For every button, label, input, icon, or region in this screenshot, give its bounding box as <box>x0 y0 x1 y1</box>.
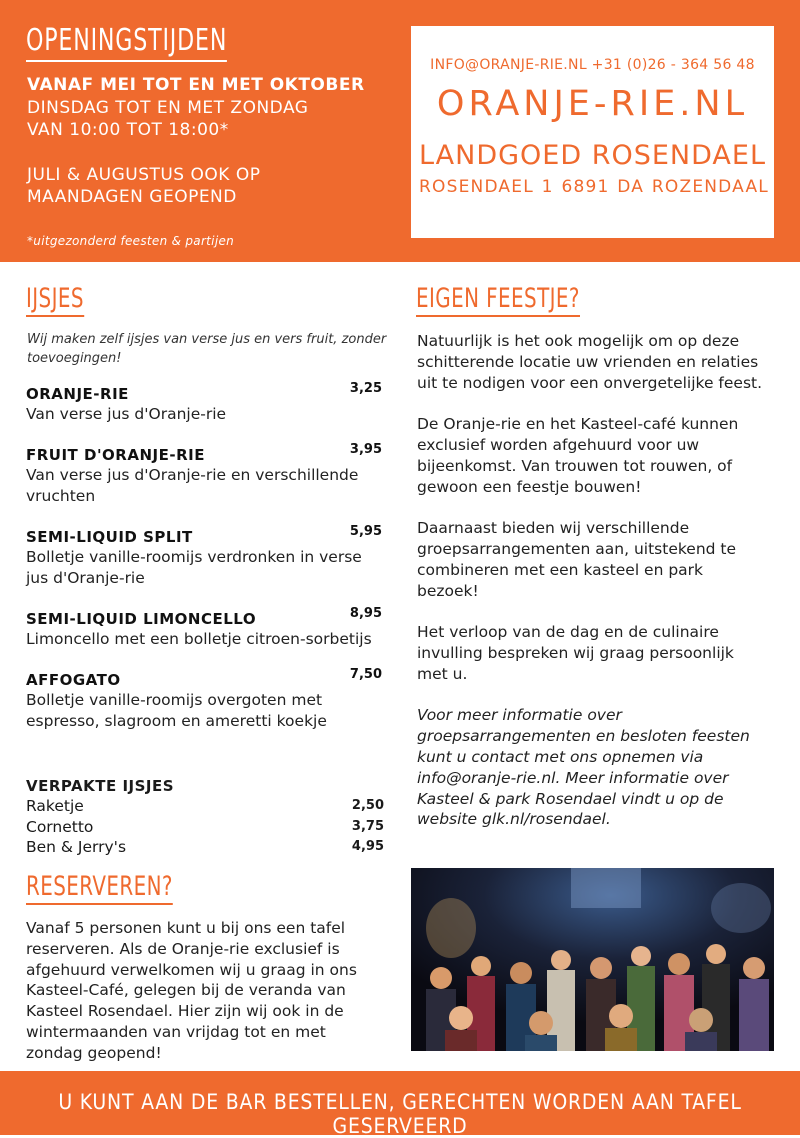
address <box>419 177 769 197</box>
summer-line-1: JULI & AUGUSTUS OOK OP <box>27 164 261 185</box>
opening-hours-title: OPENINGSTIJDEN <box>26 24 227 62</box>
packed-price: 4,95 <box>351 839 384 854</box>
footer-message: U KUNT AAN DE BAR BESTELLEN, GERECHTEN WORDEN AAN TAFEL GESERVEERD <box>58 1090 742 1138</box>
party-photo <box>411 868 774 1051</box>
item-name: FRUIT D'ORANJE-RIE <box>26 446 205 464</box>
item-price: 3,95 <box>349 442 382 457</box>
opening-hours-text <box>27 74 365 209</box>
item-description: Van verse jus d'Oranje-rie <box>26 405 227 423</box>
packed-price: 3,75 <box>351 818 384 834</box>
header-banner <box>0 0 800 262</box>
contact-line[interactable]: INFO@ORANJE-RIE.NL +31 (0)26 - 364 56 48 <box>430 57 755 73</box>
packed-price: 2,50 <box>351 798 384 813</box>
item-name: AFFOGATO <box>26 671 121 689</box>
feestje-paragraph-3: Daarnaast bieden wij verschillende groepsarrangementen aan, uitstekend te combineren met een kasteel en park bezoek! <box>417 519 737 600</box>
days-line: DINSDAG TOT EN MET ZONDAG <box>27 97 309 118</box>
ice-cream-list <box>26 381 386 752</box>
menu-item <box>26 524 386 589</box>
menu-item <box>26 606 386 650</box>
feestje-paragraph-1: Natuurlijk is het ook mogelijk om op deze schitterende locatie uw vrienden en relaties uit te nodigen voor een onvergetelijke feest. <box>417 332 763 392</box>
ijsjes-intro: Wij maken zelf ijsjes van verse jus en vers fruit, zonder toevoegingen! <box>27 332 387 366</box>
season-line: VANAF MEI TOT EN MET OKTOBER <box>27 75 365 95</box>
ijsjes-title: IJSJES <box>26 284 84 317</box>
item-price: 7,50 <box>349 667 382 682</box>
packed-row <box>26 817 384 838</box>
item-name: ORANJE-RIE <box>26 385 129 403</box>
item-description: Van verse jus d'Oranje-rie en verschillende vruchten <box>26 466 359 505</box>
menu-item <box>26 381 386 425</box>
reserveren-title: RESERVEREN? <box>26 872 173 905</box>
exception-note: *uitgezonderd feesten & partijen <box>27 234 235 248</box>
feestje-paragraph-2: De Oranje-rie en het Kasteel-café kunnen exclusief worden afgehuurd voor uw bijeenkomst. Van trouwen tot rouwen, of gewoon een feestje bouwen! <box>417 415 739 496</box>
website-name[interactable]: ORANJE-RIE.NL <box>436 84 749 124</box>
item-description: Bolletje vanille-roomijs verdronken in verse jus d'Oranje-rie <box>26 548 362 587</box>
packed-title: VERPAKTE IJSJES <box>26 777 175 795</box>
packed-label: Cornetto <box>26 817 94 836</box>
packed-ice-cream <box>26 776 384 858</box>
feestje-paragraph-5: Voor meer informatie over groepsarrangementen en besloten feesten kunt u contact met ons opnemen via info@oranje-rie.nl. Meer informatie over Kasteel & park Rosendael vindt u op de website glk.nl/rosendael. <box>417 706 750 829</box>
packed-row <box>26 837 384 858</box>
address-city: ROZENDAAL <box>651 177 769 197</box>
footer-banner <box>0 1071 800 1138</box>
menu-item <box>26 667 386 732</box>
feestje-title: EIGEN FEESTJE? <box>416 284 580 317</box>
feestje-text <box>417 331 767 851</box>
item-name: SEMI-LIQUID LIMONCELLO <box>26 610 257 628</box>
feestje-paragraph-4: Het verloop van de dag en de culinaire invulling bespreken wij graag persoonlijk met u. <box>417 623 734 683</box>
packed-label: Raketje <box>26 797 84 815</box>
item-description: Limoncello met een bolletje citroen-sorbetijs <box>26 630 372 648</box>
estate-name: LANDGOED ROSENDAEL <box>418 140 767 171</box>
item-name: SEMI-LIQUID SPLIT <box>26 528 193 546</box>
item-price: 3,25 <box>349 381 382 396</box>
address-street: ROSENDAEL <box>419 177 534 197</box>
reserveren-text: Vanaf 5 personen kunt u bij ons een tafel reserveren. Als de Oranje-rie exclusief is afgehuurd verwelkomen wij u graag in ons Kasteel-Café, gelegen bij de veranda van Kasteel Rosendael. Hier zijn wij ook in de wintermaanden van vrijdag tot en met zondag geopend! <box>26 919 357 1062</box>
contact-card <box>411 26 774 238</box>
address-number: 1 <box>541 177 554 197</box>
packed-row <box>26 796 384 817</box>
hours-line: VAN 10:00 TOT 18:00* <box>27 120 229 140</box>
summer-line-2: MAANDAGEN GEOPEND <box>27 187 237 207</box>
item-price: 5,95 <box>349 524 382 539</box>
item-price: 8,95 <box>349 606 382 621</box>
packed-label: Ben & Jerry's <box>26 838 127 856</box>
menu-item <box>26 442 386 507</box>
address-area: DA <box>617 177 645 197</box>
address-zip: 6891 <box>561 177 610 197</box>
item-description: Bolletje vanille-roomijs overgoten met espresso, slagroom en ameretti koekje <box>26 691 327 730</box>
